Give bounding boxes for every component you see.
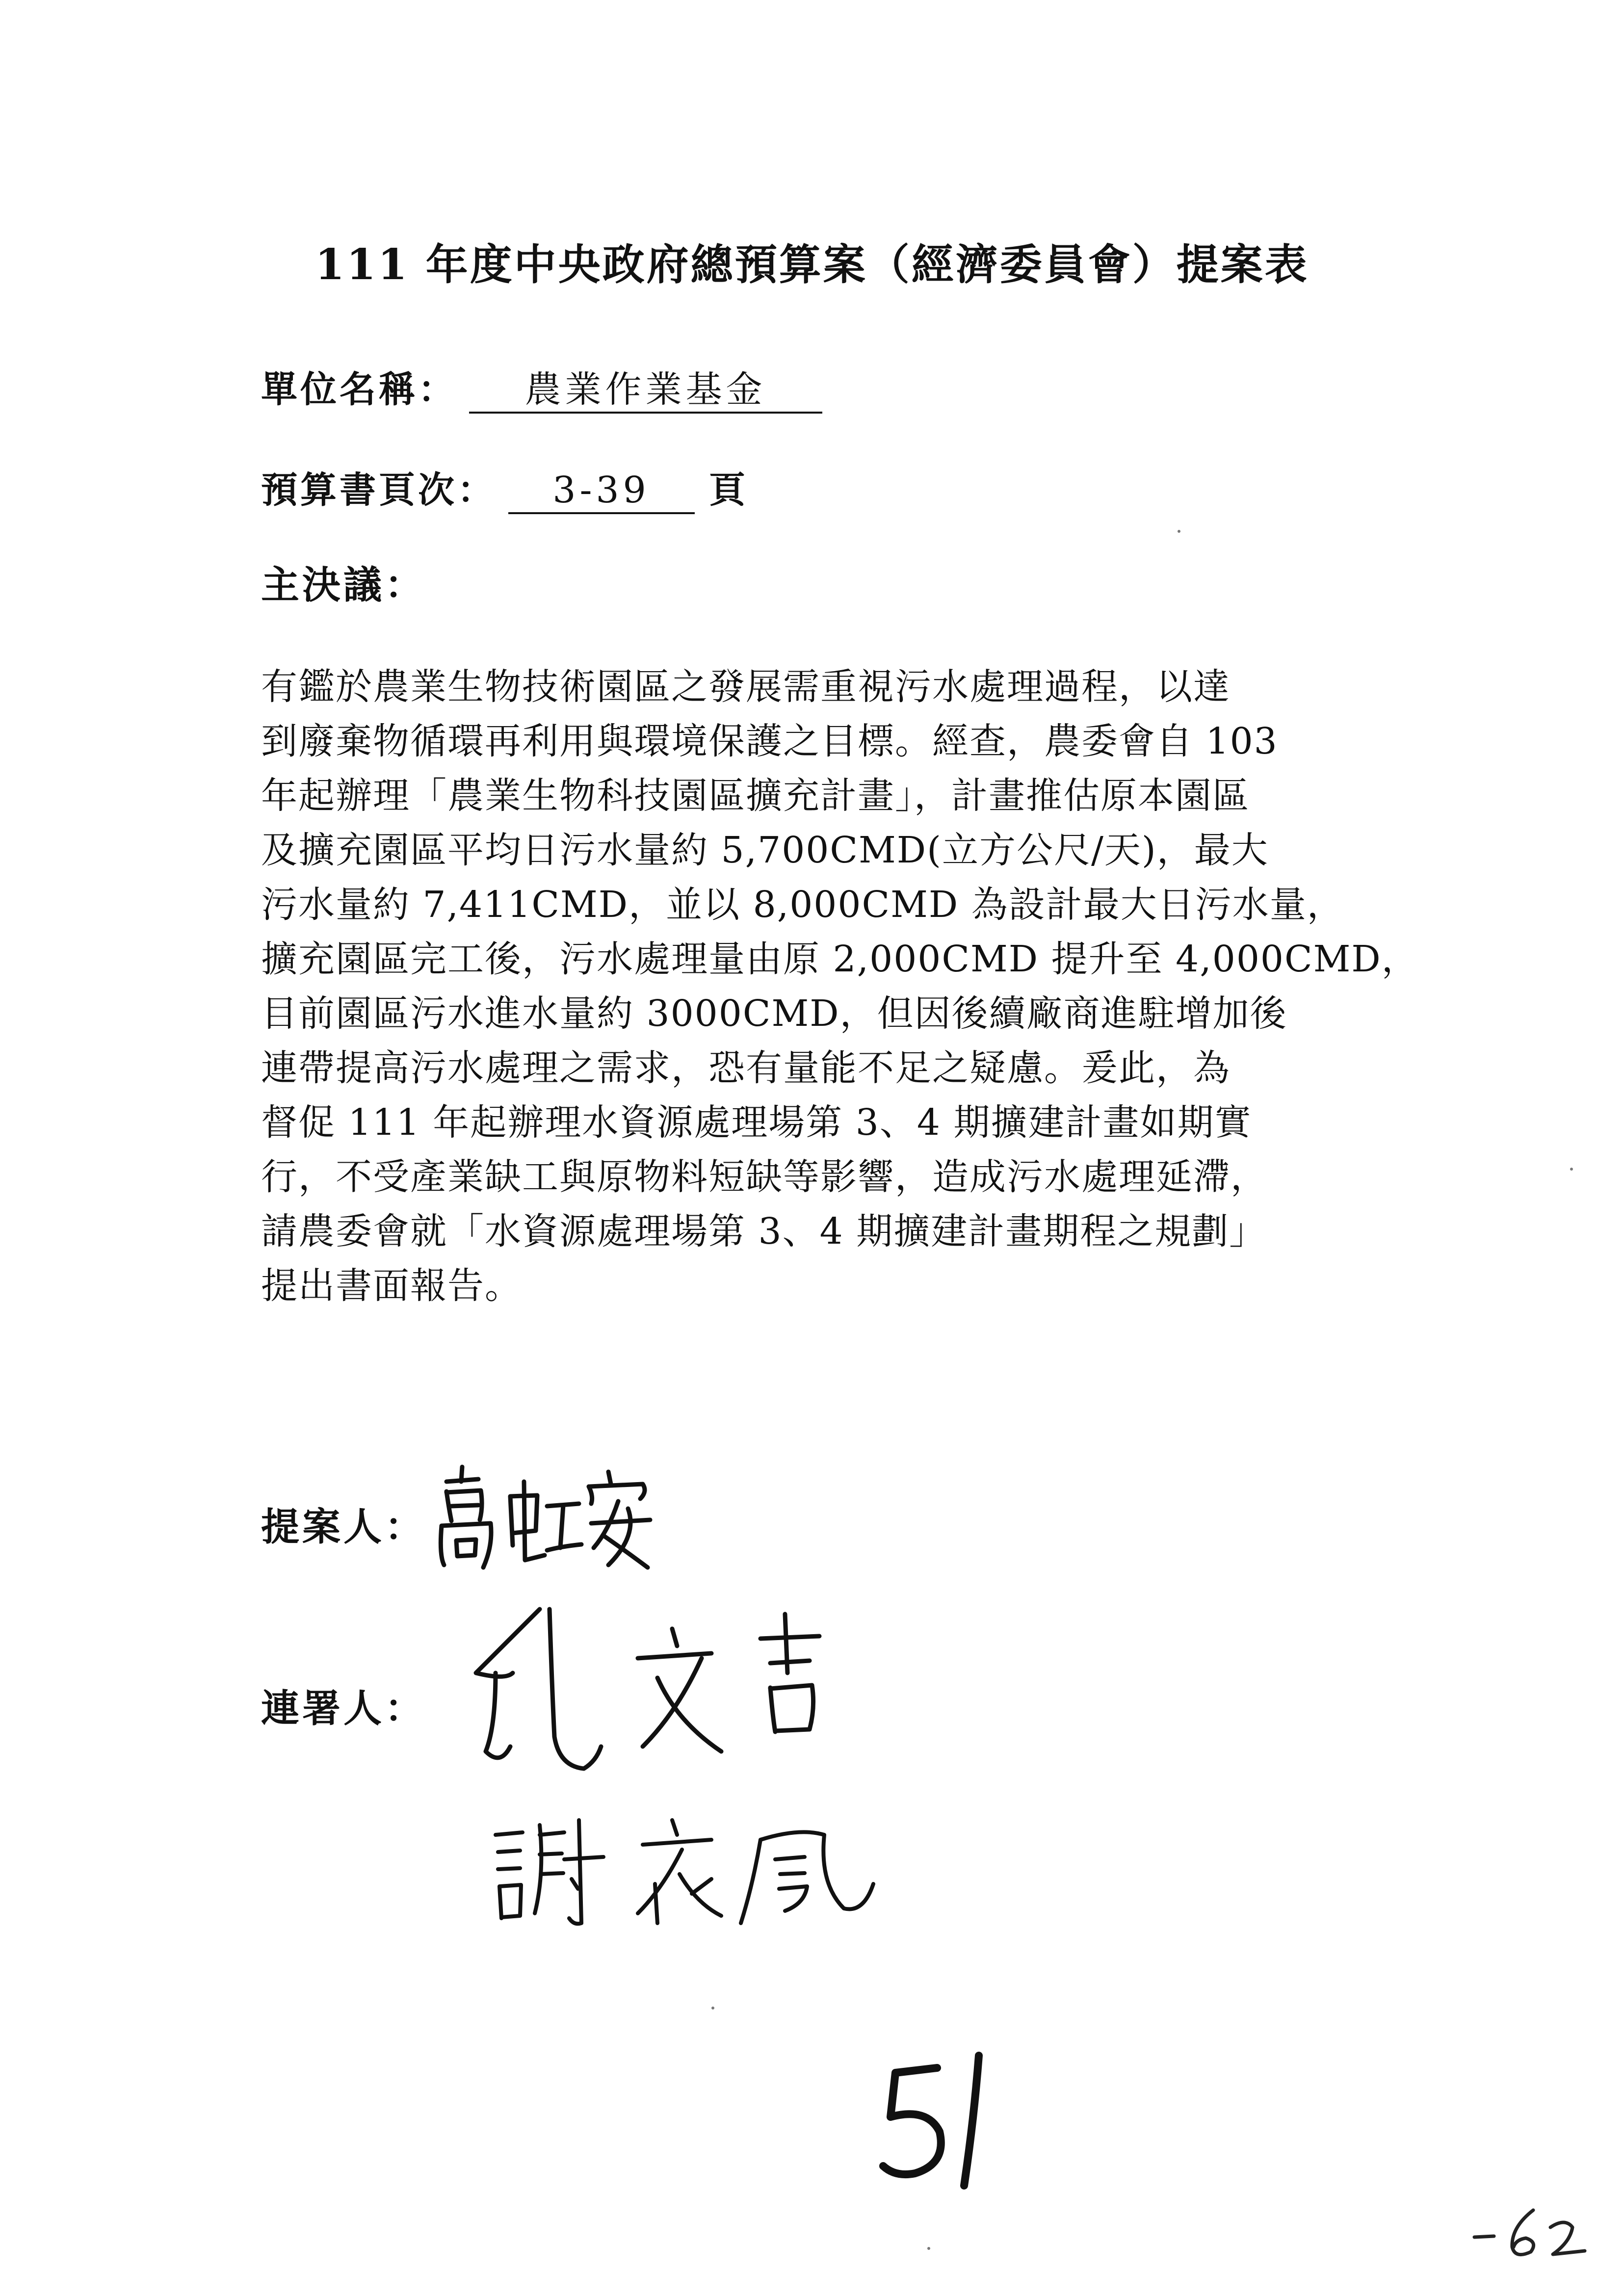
unit-name-label: 單位名稱： — [261, 368, 457, 411]
handwritten-page-number — [868, 2046, 996, 2195]
document-title: 111 年度中央政府總預算案（經濟委員會）提案表 — [315, 240, 1309, 289]
budget-page-label: 預算書頁次： — [261, 469, 497, 511]
corner-page-mark — [1467, 2198, 1595, 2269]
budget-page-row — [261, 461, 745, 514]
resolution-line: 提出書面報告。 — [261, 1265, 522, 1307]
resolution-line: 年起辦理「農業生物科技園區擴充計畫」，計畫推估原本園區 — [261, 775, 1250, 817]
resolution-heading: 主決議： — [261, 563, 426, 607]
resolution-line: 擴充園區完工後，污水處理量由原 2,000CMD 提升至 4,000CMD， — [261, 938, 1419, 980]
resolution-line: 請農委會就「水資源處理場第 3、4 期擴建計畫期程之規劃」 — [261, 1210, 1267, 1252]
proposer-signature — [432, 1462, 657, 1575]
cosigner-signature-2 — [486, 1805, 893, 1933]
unit-name-row — [261, 361, 822, 414]
resolution-line: 連帶提高污水處理之需求，恐有量能不足之疑慮。爰此，為 — [261, 1047, 1231, 1089]
scan-speck — [711, 2007, 714, 2009]
scan-speck — [1178, 530, 1180, 533]
resolution-line: 到廢棄物循環再利用與環境保護之目標。經查，農委會自 103 — [261, 720, 1278, 762]
resolution-body — [261, 660, 1419, 1313]
scan-speck — [1570, 1168, 1573, 1171]
budget-page-value: 3-39 — [508, 468, 695, 514]
cosigners-label: 連署人： — [261, 1686, 426, 1731]
resolution-line: 目前園區污水進水量約 3000CMD，但因後續廠商進駐增加後 — [261, 992, 1287, 1035]
resolution-line: 行，不受產業缺工與原物料短缺等影響，造成污水處理延滯， — [261, 1156, 1268, 1198]
resolution-line: 污水量約 7,411CMD，並以 8,000CMD 為設計最大日污水量， — [261, 884, 1344, 926]
unit-name-value: 農業作業基金 — [469, 367, 822, 414]
resolution-line: 督促 111 年起辦理水資源處理場第 3、4 期擴建計畫如期實 — [261, 1101, 1252, 1144]
resolution-line: 有鑑於農業生物技術園區之發展需重視污水處理過程，以達 — [261, 666, 1231, 708]
proposer-label: 提案人： — [261, 1505, 426, 1549]
cosigner-signature-1 — [466, 1599, 868, 1786]
scan-speck — [927, 2247, 930, 2250]
budget-page-suffix: 頁 — [709, 469, 746, 511]
resolution-line: 及擴充園區平均日污水量約 5,700CMD(立方公尺/天)，最大 — [261, 829, 1269, 871]
